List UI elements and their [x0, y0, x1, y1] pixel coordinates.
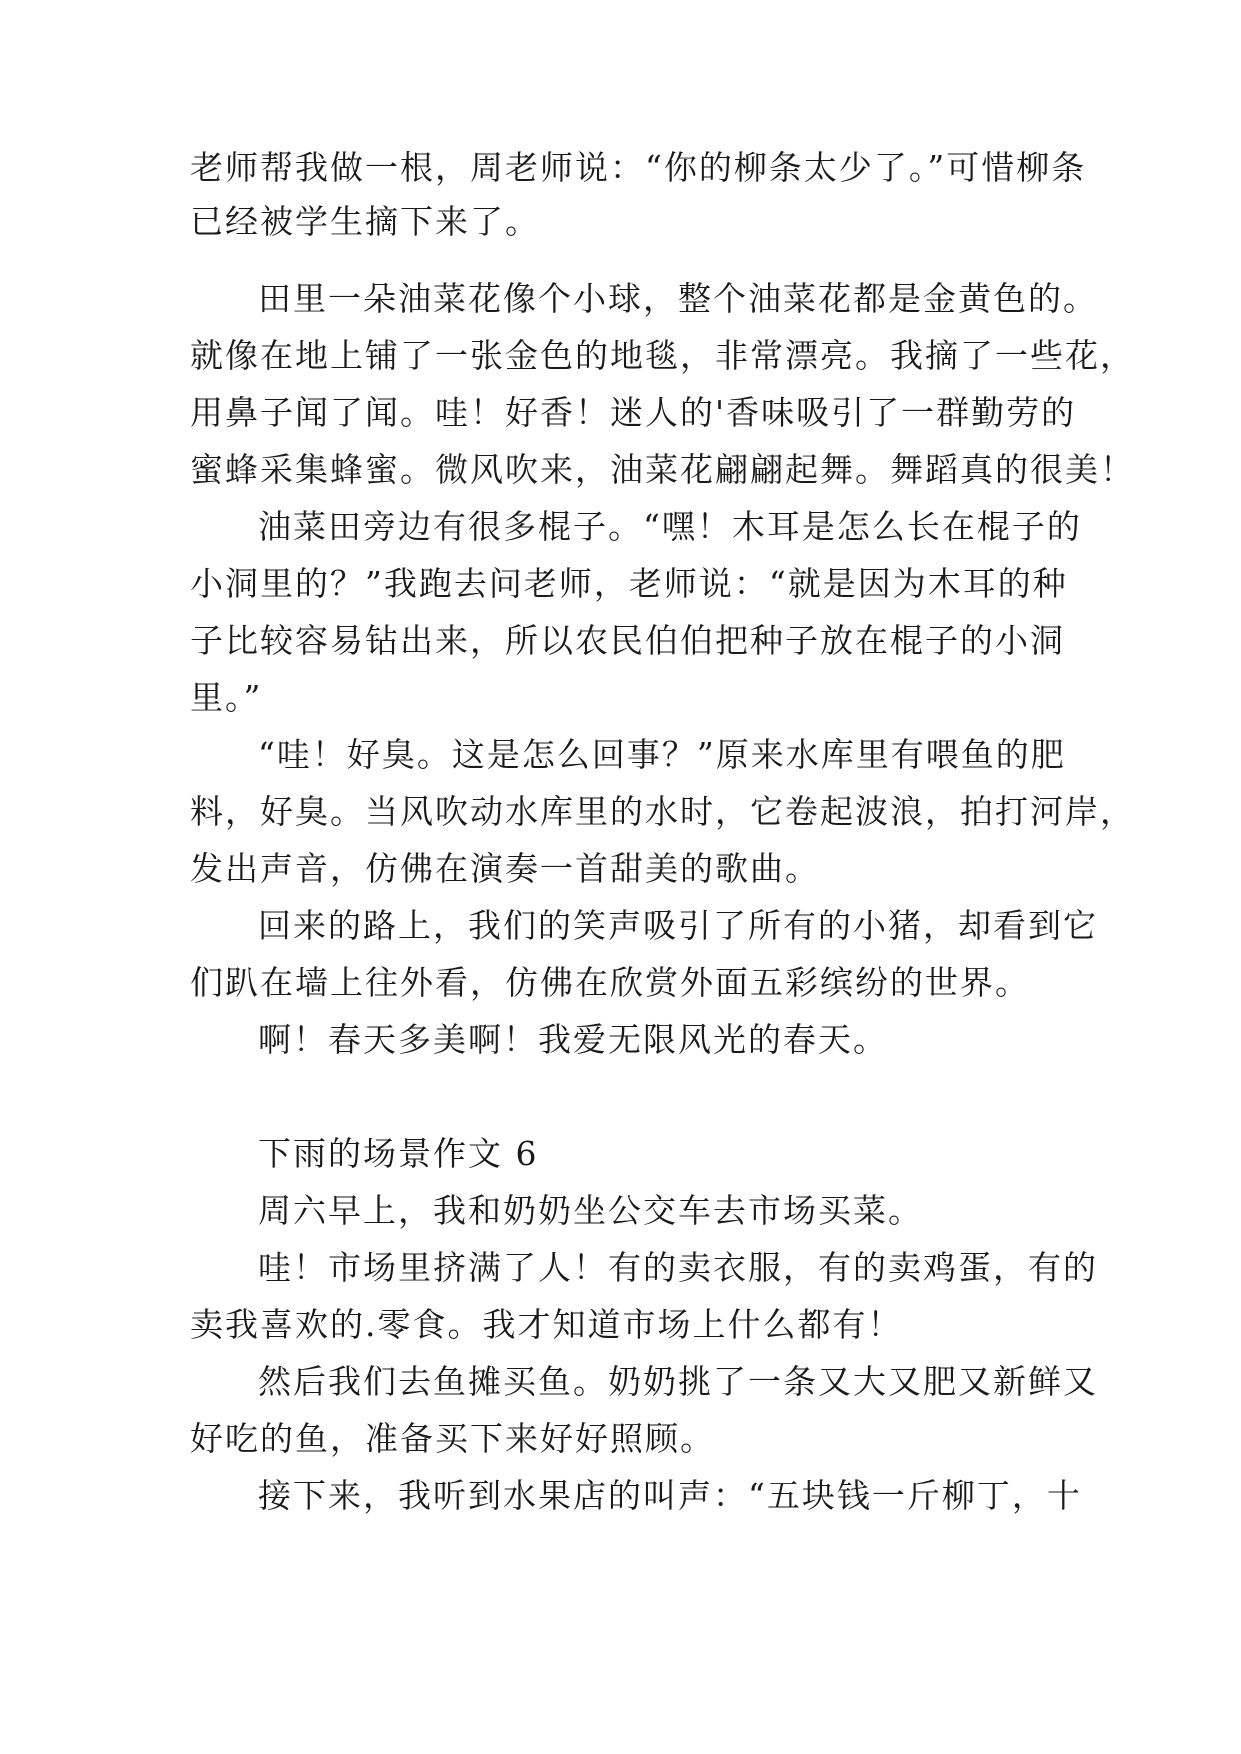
text-line: 们趴在墙上往外看，仿佛在欣赏外面五彩缤纷的世界。	[190, 963, 1030, 1002]
text-line: 用鼻子闻了闻。哇！好香！迷人的'香味吸引了一群勤劳的	[190, 393, 1077, 432]
section-title: 下雨的场景作文 6	[258, 1134, 539, 1173]
text-line: 就像在地上铺了一张金色的地毯，非常漂亮。我摘了一些花，	[190, 336, 1135, 375]
paragraph-line: 回来的路上，我们的笑声吸引了所有的小猪，却看到它	[258, 906, 1098, 945]
text-line: 卖我喜欢的.零食。我才知道市场上什么都有！	[190, 1305, 903, 1344]
paragraph-line: 然后我们去鱼摊买鱼。奶奶挑了一条又大又肥又新鲜又	[258, 1362, 1098, 1401]
paragraph-line: 油菜田旁边有很多棍子。“嘿！木耳是怎么长在棍子的	[258, 507, 1082, 546]
text-line: 老师帮我做一根，周老师说：“你的柳条太少了。”可惜柳条	[190, 148, 1087, 187]
paragraph-line: 啊！春天多美啊！我爱无限风光的春天。	[258, 1020, 888, 1059]
text-line: 好吃的鱼，准备买下来好好照顾。	[190, 1419, 715, 1458]
text-line: 小洞里的？”我跑去问老师，老师说：“就是因为木耳的种	[190, 564, 1068, 603]
paragraph-line: 田里一朵油菜花像个小球，整个油菜花都是金黄色的。	[258, 279, 1098, 318]
paragraph-line: “哇！好臭。这是怎么回事？”原来水库里有喂鱼的肥	[258, 735, 1066, 774]
text-line: 已经被学生摘下来了。	[190, 202, 540, 241]
paragraph-line: 接下来，我听到水果店的叫声：“五块钱一斤柳丁，十	[258, 1476, 1082, 1515]
paragraph-line: 哇！市场里挤满了人！有的卖衣服，有的卖鸡蛋，有的	[258, 1248, 1098, 1287]
text-line: 里。”	[190, 678, 263, 717]
paragraph-line: 周六早上，我和奶奶坐公交车去市场买菜。	[258, 1191, 923, 1230]
text-line: 料，好臭。当风吹动水库里的水时，它卷起波浪，拍打河岸，	[190, 792, 1135, 831]
text-line: 蜜蜂采集蜂蜜。微风吹来，油菜花翩翩起舞。舞蹈真的很美！	[190, 450, 1135, 489]
text-line: 发出声音，仿佛在演奏一首甜美的歌曲。	[190, 849, 820, 888]
text-line: 子比较容易钻出来，所以农民伯伯把种子放在棍子的小洞	[190, 621, 1065, 660]
